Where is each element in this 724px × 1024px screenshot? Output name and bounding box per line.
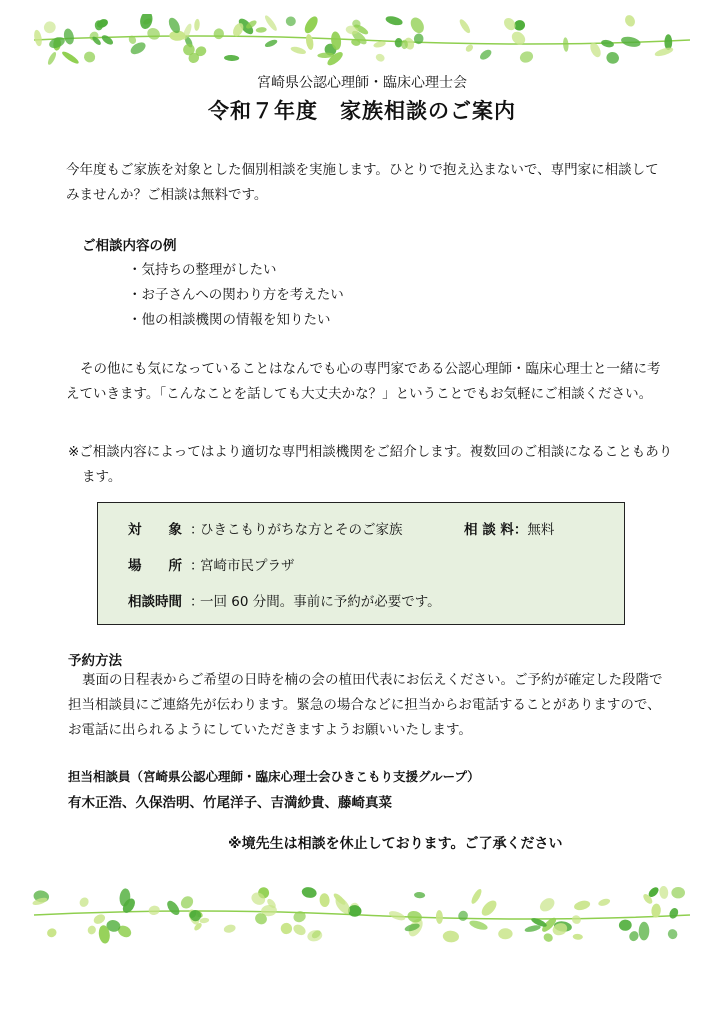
leaf-icon — [605, 51, 620, 65]
fee-row — [464, 518, 554, 538]
staff-names: 有木正浩、久保浩明、竹尾洋子、吉満紗貴、藤崎真菜 — [68, 795, 392, 811]
leaf-icon — [654, 46, 674, 58]
bottom-leaf-garland — [30, 886, 694, 944]
leaf-icon — [100, 33, 114, 46]
closing-note: ※境先生は相談を休止しております。ご了承ください — [228, 836, 563, 852]
organization-name: 宮崎県公認心理師・臨床心理士会 — [257, 75, 467, 91]
leaf-icon — [479, 898, 499, 919]
leaf-icon — [442, 930, 459, 943]
leaf-icon — [620, 35, 641, 49]
leaf-icon — [671, 887, 685, 898]
page-title: 令和７年度 家族相談のご案内 — [208, 99, 516, 123]
leaf-icon — [212, 27, 226, 41]
leaf-icon — [537, 895, 557, 914]
separator: ： — [190, 594, 204, 610]
leaf-icon — [264, 38, 278, 48]
note-paragraph: ※ご相談内容によってはより適切な専門相談機関をご紹介します。複数回のご相談になることもあります。 — [68, 444, 673, 485]
list-item: ・他の相談機関の情報を知りたい — [128, 312, 331, 328]
place-label: 場 所 — [128, 558, 182, 574]
leaf-icon — [668, 907, 680, 920]
leaf-icon — [458, 18, 472, 35]
leaf-stem — [34, 911, 690, 919]
leaf-icon — [78, 896, 91, 909]
time-value: 一回 60 分間。事前に予約が必要です。 — [200, 594, 441, 610]
leaf-icon — [573, 934, 584, 940]
leaf-icon — [573, 899, 591, 912]
leaf-icon — [255, 27, 266, 33]
place-value: 宮崎市民プラザ — [200, 558, 295, 574]
leaf-icon — [498, 928, 513, 939]
leaf-icon — [285, 16, 296, 27]
target-label: 対 象 — [128, 522, 182, 538]
body-paragraph: その他にも気になっていることはなんでも心の専門家である公認心理師・臨床心理士と一緒に考えていきます。「こんなことを話しても大丈夫かな？」ということでもお気軽にご相談ください。 — [66, 361, 661, 402]
leaf-icon — [61, 50, 80, 66]
place-row — [128, 554, 295, 574]
fee-value: 無料 — [527, 522, 555, 538]
separator: ： — [190, 558, 204, 574]
leaf-icon — [666, 928, 678, 941]
leaf-icon — [301, 886, 318, 899]
intro-paragraph: 今年度もご家族を対象とした個別相談を実施します。ひとりで抱え込まないで、専門家に相談してみませんか？ご相談は無料です。 — [66, 162, 659, 203]
leaf-icon — [178, 894, 195, 911]
list-item: ・お子さんへの関わり方を考えたい — [128, 287, 344, 303]
list-item: ・気持ちの整理がしたい — [128, 262, 277, 278]
examples-heading: ご相談内容の例 — [82, 238, 177, 254]
leaf-icon — [42, 19, 59, 36]
leaf-icon — [199, 917, 209, 924]
reservation-paragraph: 裏面の日程表からご希望の日時を楠の会の植田代表にお伝えください。ご予約が確定した段階で担当相談員にご連絡先が伝わります。緊急の場合などに担当からお電話することがありますので、お電話に出られるようにしていただきますようお願いいたします。 — [68, 672, 663, 738]
target-row — [128, 518, 403, 538]
leaf-icon — [148, 905, 161, 916]
fee-label: 相 談 料： — [464, 522, 528, 538]
leaf-icon — [305, 34, 315, 51]
leaf-icon — [290, 45, 307, 55]
staff-heading: 担当相談員（宮崎県公認心理師・臨床心理士会ひきこもり支援グループ） — [68, 769, 480, 784]
leaf-icon — [597, 897, 611, 907]
info-box — [97, 502, 625, 625]
examples-list — [128, 258, 344, 333]
leaf-icon — [542, 932, 554, 943]
leaf-icon — [46, 51, 57, 66]
leaf-icon — [518, 49, 534, 64]
leaf-icon — [139, 14, 154, 30]
leaf-icon — [165, 899, 182, 918]
leaf-icon — [659, 886, 669, 899]
leaf-icon — [457, 909, 470, 922]
leaf-icon — [570, 914, 582, 926]
leaf-icon — [194, 19, 200, 31]
leaf-icon — [306, 929, 323, 943]
leaf-icon — [385, 15, 404, 27]
leaf-icon — [63, 28, 76, 46]
leaf-icon — [464, 43, 474, 53]
leaf-icon — [408, 15, 427, 35]
leaf-icon — [600, 39, 614, 49]
leaf-icon — [278, 921, 294, 937]
reservation-heading: 予約方法 — [68, 653, 122, 669]
leaf-icon — [639, 922, 650, 941]
leaf-icon — [223, 923, 237, 933]
leaf-icon — [388, 909, 407, 922]
leaf-icon — [436, 910, 443, 924]
leaf-icon — [478, 48, 493, 62]
leaf-icon — [319, 893, 330, 907]
leaf-icon — [33, 29, 43, 47]
leaf-icon — [375, 52, 386, 63]
leaf-icon — [470, 888, 484, 906]
time-label: 相談時間 — [128, 594, 182, 610]
target-value: ひきこもりがちな方とそのご家族 — [200, 522, 403, 538]
leaf-icon — [46, 927, 58, 939]
leaf-icon — [86, 924, 97, 935]
leaf-icon — [83, 50, 97, 64]
leaf-icon — [292, 923, 308, 938]
leaf-icon — [414, 892, 426, 899]
leaf-icon — [623, 14, 636, 28]
leaf-icon — [224, 55, 239, 62]
leaf-icon — [92, 912, 107, 925]
leaf-icon — [619, 919, 633, 931]
leaf-icon — [302, 14, 320, 35]
leaf-icon — [563, 37, 569, 52]
time-row — [128, 590, 441, 610]
separator: ： — [190, 522, 204, 538]
top-leaf-garland — [30, 14, 694, 66]
leaf-icon — [468, 919, 488, 932]
leaf-icon — [628, 930, 641, 943]
